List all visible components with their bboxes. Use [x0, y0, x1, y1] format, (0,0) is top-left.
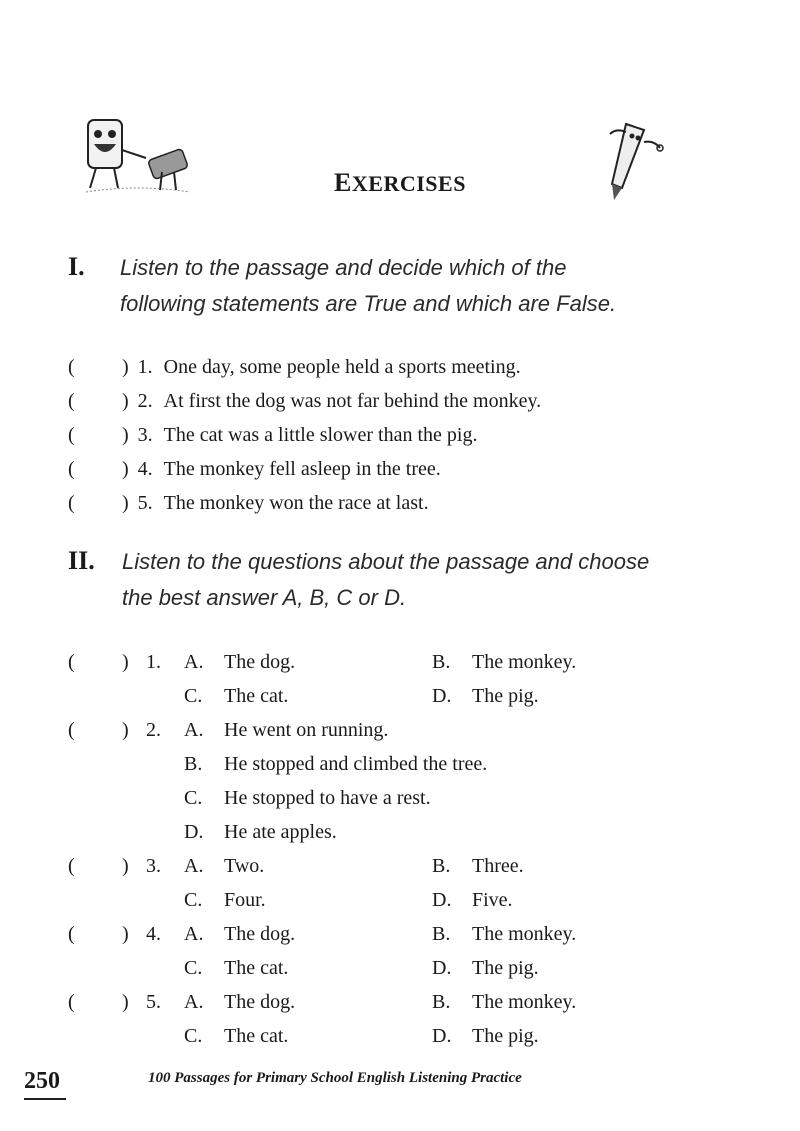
option-a: The dog.: [224, 651, 296, 673]
answer-blank[interactable]: (: [68, 991, 75, 1013]
answer-blank[interactable]: (: [68, 356, 75, 378]
question-row: C. The cat. D. The pig.: [184, 1025, 539, 1047]
option-a: The dog.: [224, 991, 296, 1013]
list-item: ( ) 3. The cat was a little slower than the pig.: [68, 418, 541, 452]
option-b: The monkey.: [472, 923, 577, 945]
option-a: He went on running.: [224, 719, 389, 741]
option-d: Five.: [472, 889, 513, 911]
section-2-questions: [68, 645, 708, 1053]
option-b: The monkey.: [472, 991, 577, 1013]
option-d: The pig.: [472, 1025, 539, 1047]
option-c: The cat.: [224, 685, 289, 707]
option-c: The cat.: [224, 957, 289, 979]
answer-blank[interactable]: (: [68, 923, 75, 945]
answer-blank[interactable]: (: [68, 719, 75, 741]
section-1-instruction: Listen to the passage and decide which of the following statements are True and which are False.: [120, 255, 617, 316]
page-number-underline: [24, 1098, 66, 1100]
list-item: ( ) 1. One day, some people held a sports meeting.: [68, 350, 541, 384]
list-item: ( ) 4. The monkey fell asleep in the tree.: [68, 452, 541, 486]
question-row: C. He stopped to have a rest.: [184, 787, 431, 809]
option-b: Three.: [472, 855, 524, 877]
option-d: He ate apples.: [224, 821, 337, 843]
answer-blank[interactable]: (: [68, 458, 75, 480]
answer-blank[interactable]: (: [68, 855, 75, 877]
question-row: ( ) 3. A. Two. B. Three.: [68, 849, 708, 883]
question-row: ( ) 4. A. The dog. B. The monkey.: [68, 917, 708, 951]
option-d: The pig.: [472, 957, 539, 979]
list-item: ( ) 5. The monkey won the race at last.: [68, 486, 541, 520]
answer-blank[interactable]: (: [68, 492, 75, 514]
question-row: C. The cat. D. The pig.: [184, 685, 539, 707]
page-number: 250: [24, 1068, 60, 1094]
option-b: He stopped and climbed the tree.: [224, 753, 488, 775]
question-row: ( ) 1. A. The dog. B. The monkey.: [68, 645, 708, 679]
section-2-number: II.: [68, 546, 95, 575]
list-item: ( ) 2. At first the dog was not far behind the monkey.: [68, 384, 541, 418]
option-a: Two.: [224, 855, 265, 877]
question-row: D. He ate apples.: [184, 821, 337, 843]
section-2-instruction: Listen to the questions about the passage and choose the best answer A, B, C or D.: [122, 549, 650, 610]
question-row: ( ) 2. A. He went on running.: [68, 713, 708, 747]
answer-blank[interactable]: (: [68, 651, 75, 673]
answer-blank[interactable]: (: [68, 424, 75, 446]
section-1-number: I.: [68, 252, 85, 281]
option-c: He stopped to have a rest.: [224, 787, 431, 809]
option-b: The monkey.: [472, 651, 577, 673]
option-c: The cat.: [224, 1025, 289, 1047]
answer-blank[interactable]: (: [68, 390, 75, 412]
question-row: ( ) 5. A. The dog. B. The monkey.: [68, 985, 708, 1019]
option-d: The pig.: [472, 685, 539, 707]
option-c: Four.: [224, 889, 266, 911]
section-1-statements: [68, 350, 541, 520]
option-a: The dog.: [224, 923, 296, 945]
page-title: EXERCISES: [334, 168, 466, 197]
book-title-footer: 100 Passages for Primary School English Listening Practice: [148, 1070, 522, 1086]
question-row: C. Four. D. Five.: [184, 889, 513, 911]
question-row: B. He stopped and climbed the tree.: [184, 753, 488, 775]
question-row: C. The cat. D. The pig.: [184, 957, 539, 979]
